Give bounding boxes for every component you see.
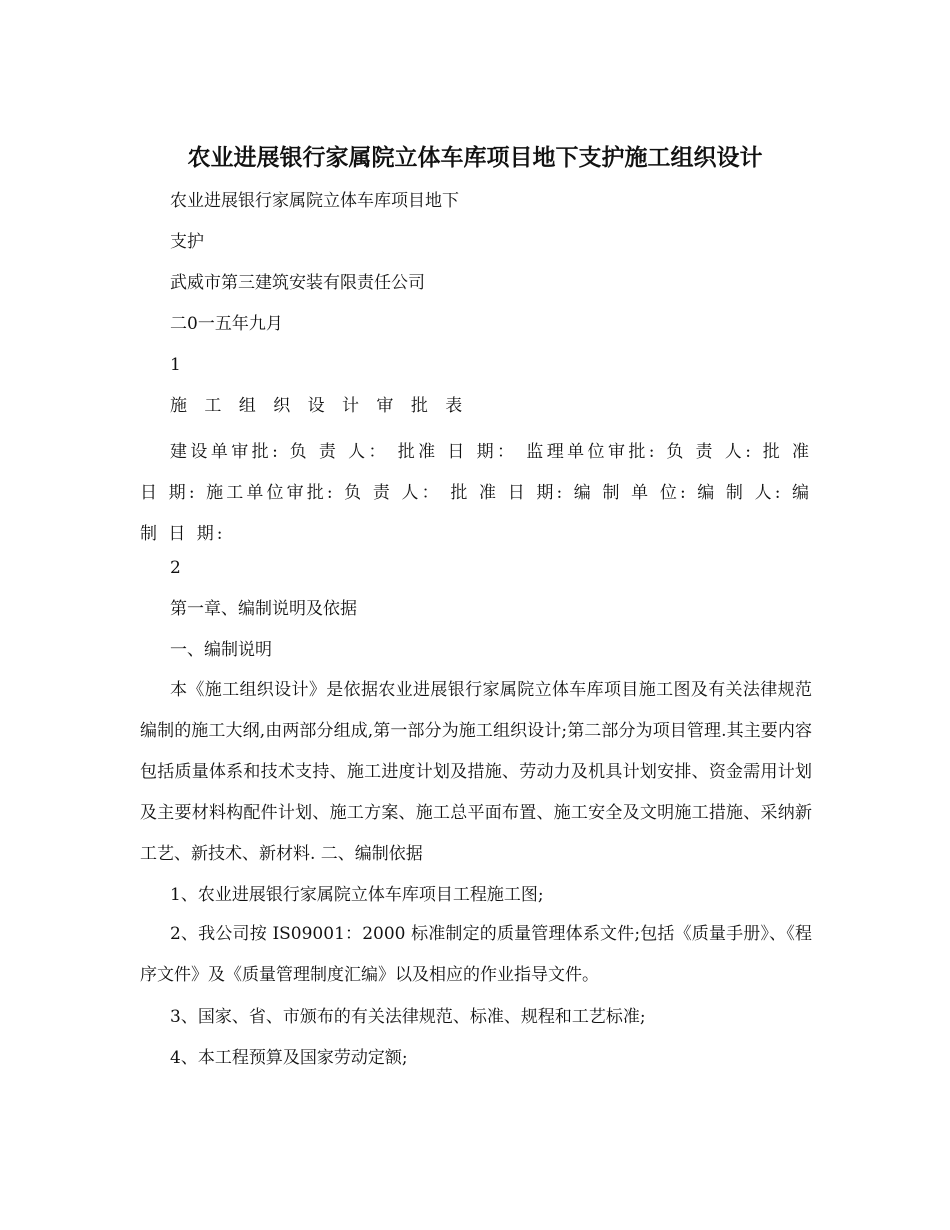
chapter-heading: 第一章、编制说明及依据 <box>170 599 357 619</box>
basis-item-2: 2、我公司按 IS09001：2000 标准制定的质量管理体系文件;包括《质量手册》、《程序文件》及《质量管理制度汇编》以及相应的作业指导文件。 <box>140 924 812 985</box>
section-heading-explanation: 一、编制说明 <box>170 640 272 660</box>
basis-item-4: 4、本工程预算及国家劳动定额; <box>170 1048 408 1068</box>
cover-date: 二0一五年九月 <box>170 314 283 334</box>
basis-item-3: 3、国家、省、市颁布的有关法律规范、标准、规程和工艺标准; <box>170 1007 646 1027</box>
document-title: 农业进展银行家属院立体车库项目地下支护施工组织设计 <box>187 144 763 171</box>
page-number-1: 1 <box>170 355 181 375</box>
cover-company: 武威市第三建筑安装有限责任公司 <box>170 273 425 293</box>
approval-fields: 建设单审批: 负 责 人： 批准 日 期： 监理单位审批: 负 责 人: 批 准 日 期: 施工单位审批: 负 责 人： 批 准 日 期: 编 制 单 位: 编 制 人: 编 制 日 期: <box>140 442 812 544</box>
explanation-paragraph: 本《施工组织设计》是依据农业进展银行家属院立体车库项目施工图及有关法律规范编制的施工大纲,由两部分组成,第一部分为施工组织设计;第二部分为项目管理.其主要内容包括质量体系和技术支持、施工进度计划及措施、劳动力及机具计划安排、资金需用计划及主要材料构配件计划、施工方案、施工总平面布置、施工安全及文明施工措施、采纳新工艺、新技术、新材料. 二、编制依据 <box>140 680 812 864</box>
basis-item-1: 1、农业进展银行家属院立体车库项目工程施工图; <box>170 885 544 905</box>
approval-heading: 施 工 组 织 设 计 审 批 表 <box>170 396 469 416</box>
page-number-2: 2 <box>170 558 181 578</box>
cover-project-line-2: 支护 <box>170 232 204 252</box>
cover-project-line: 农业进展银行家属院立体车库项目地下 <box>170 191 459 211</box>
